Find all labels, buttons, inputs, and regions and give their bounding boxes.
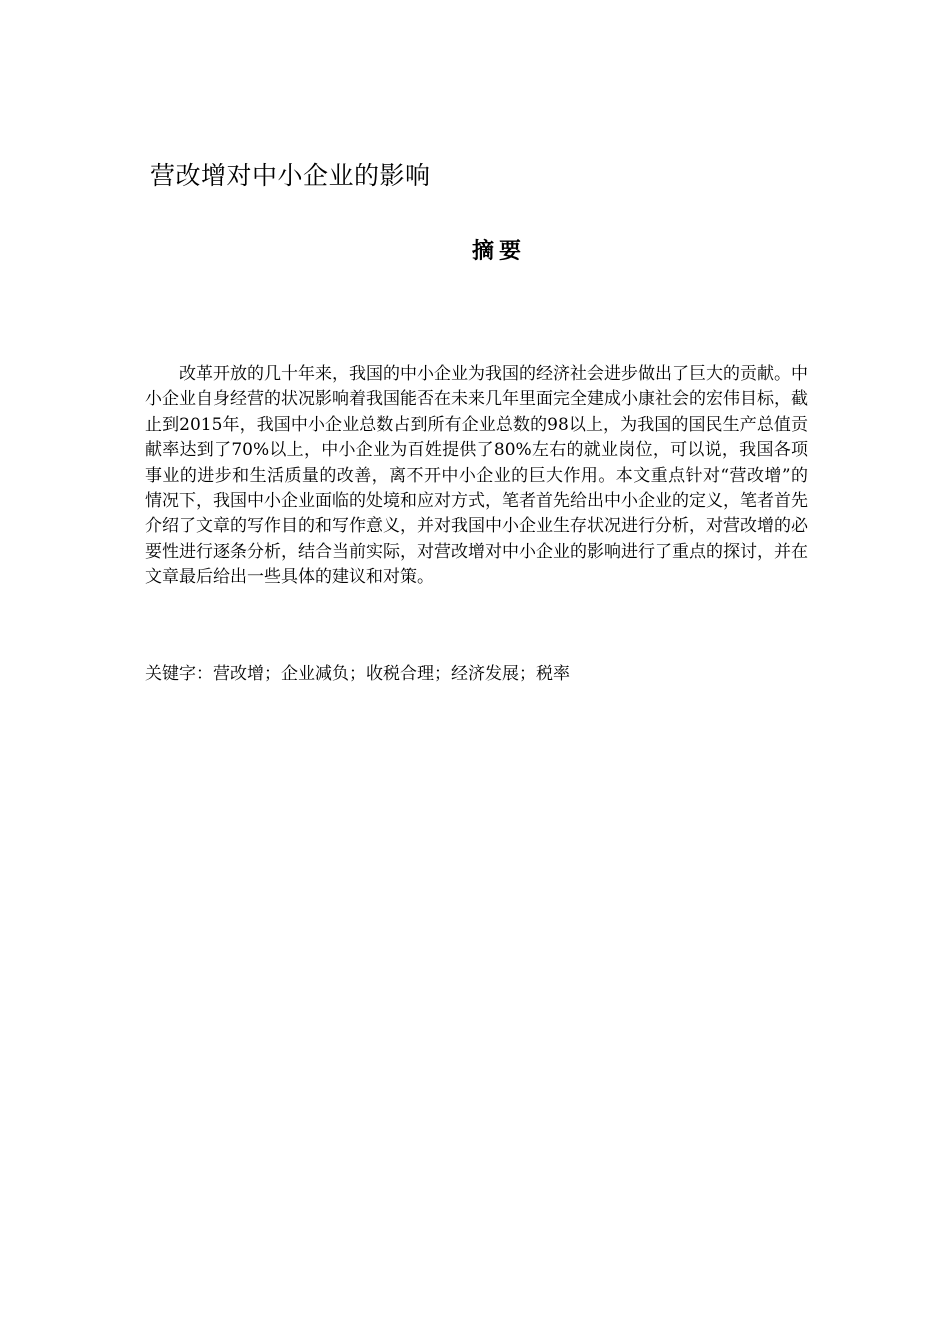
- abstract-heading: 摘要: [472, 239, 527, 264]
- document-title: 营改增对中小企业的影响: [150, 161, 431, 190]
- keywords-line: 关键字：营改增；企业减负；收税合理；经济发展；税率: [145, 664, 570, 684]
- abstract-paragraph: 改革开放的几十年来，我国的中小企业为我国的经济社会进步做出了巨大的贡献。中小企业自身经营的状况影响着我国能否在未来几年里面完全建成小康社会的宏伟目标，截止到2015年，我国中小企业总数占到所有企业总数的98以上，为我国的国民生产总值贡献率达到了70%以上，中小企业为百姓提供了80%左右的就业岗位，可以说，我国各项事业的进步和生活质量的改善，离不开中小企业的巨大作用。本文重点针对“营改增”的情况下，我国中小企业面临的处境和应对方式，笔者首先给出中小企业的定义，笔者首先介绍了文章的写作目的和写作意义，并对我国中小企业生存状况进行分析，对营改增的必要性进行逐条分析，结合当前实际，对营改增对中小企业的影响进行了重点的探讨，并在文章最后给出一些具体的建议和对策。: [145, 364, 808, 588]
